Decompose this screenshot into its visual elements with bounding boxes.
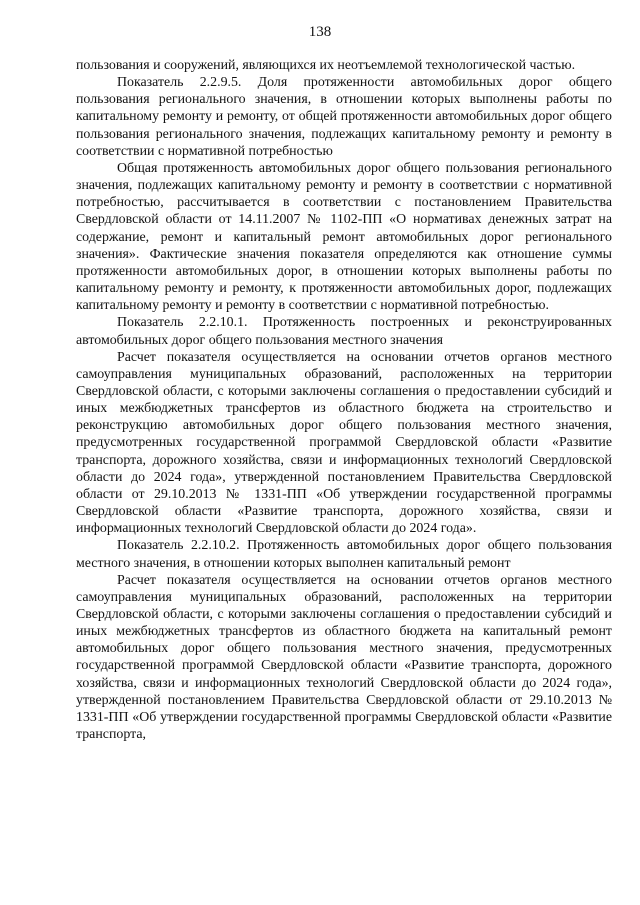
paragraph-calculation-capital-repair: Расчет показателя осуществляется на основании отчетов органов местного самоуправления муниципальных образований, расположенных на территории Свердловской области, с которыми заключены соглашения о предоставлении субсидий и иных межбюджетных трансфертов из областного бюджета на капитальный ремонт автомобильных дорог общего пользования местного значения, предусмотренных государственной программой Свердловской области «Развитие транспорта, дорожного хозяйства, связи и информационных технологий Свердловской области до 2024 года», утвержденной постановлением Правительства Свердловской области от 29.10.2013 № 1331-ПП «Об утверждении государственной программы Свердловской области «Развитие транспорта, — [76, 572, 612, 743]
paragraph-indicator-2-2-10-1: Показатель 2.2.10.1. Протяженность построенных и реконструированных автомобильных дорог общего пользования местного значения — [76, 315, 612, 348]
paragraph-indicator-2-2-10-2: Показатель 2.2.10.2. Протяженность автомобильных дорог общего пользования местного значения, в отношении которых выполнен капитальный ремонт — [76, 538, 612, 571]
page-body — [76, 57, 612, 743]
paragraph-calculation-construction: Расчет показателя осуществляется на основании отчетов органов местного самоуправления муниципальных образований, расположенных на территории Свердловской области, с которыми заключены соглашения о предоставлении субсидий и иных межбюджетных трансфертов из областного бюджета на строительство и реконструкцию автомобильных дорог общего пользования местного значения, предусмотренных государственной программой Свердловской области «Развитие транспорта, дорожного хозяйства, связи и информационных технологий Свердловской области до 2024 года», утвержденной постановлением Правительства Свердловской области от 29.10.2013 № 1331-ПП «Об утверждении государственной программы Свердловской области «Развитие транспорта, дорожного хозяйства, связи и информационных технологий Свердловской области до 2024 года». — [76, 349, 612, 537]
page-number: 138 — [308, 24, 332, 40]
paragraph-total-length-calculation: Общая протяженность автомобильных дорог общего пользования регионального значения, подлежащих капитальному ремонту и ремонту в соответствии с нормативной потребностью, рассчитывается в соответствии с постановлением Правительства Свердловской области от 14.11.2007 № 1102-ПП «О нормативах денежных затрат на содержание, ремонт и капитальный ремонт автомобильных дорог регионального значения». Фактические значения показателя определяются как отношение суммы протяженности автомобильных дорог, в отношении которых выполнены работы по капитальному ремонту и ремонту, к протяженности автомобильных дорог, подлежащих капитальному ремонту и ремонту в соответствии с нормативной потребностью. — [76, 160, 612, 314]
paragraph-indicator-2-2-9-5: Показатель 2.2.9.5. Доля протяженности автомобильных дорог общего пользования регионального значения, в отношении которых выполнены работы по капитальному ремонту и ремонту, от общей протяженности автомобильных дорог общего пользования регионального значения, подлежащих капитальному ремонту и ремонту в соответствии с нормативной потребностью — [76, 75, 612, 159]
paragraph-continuation: пользования и сооружений, являющихся их неотъемлемой технологической частью. — [76, 58, 576, 73]
